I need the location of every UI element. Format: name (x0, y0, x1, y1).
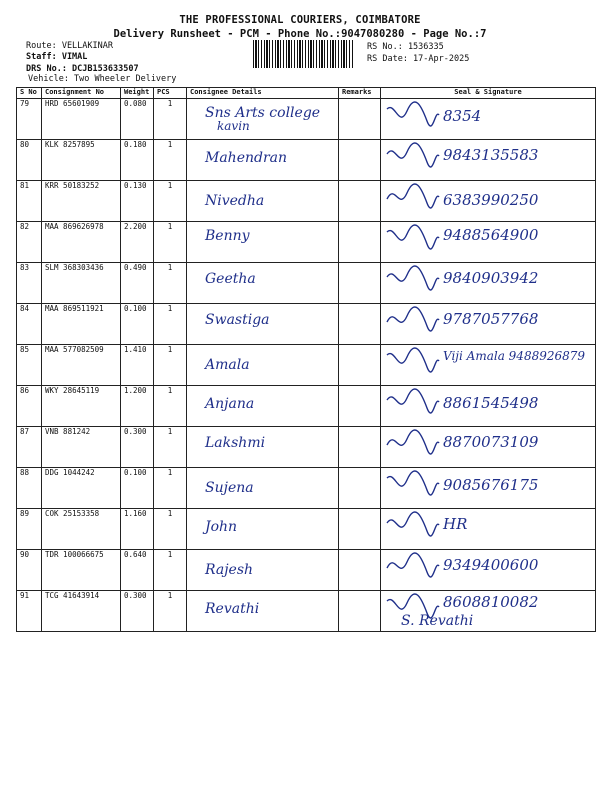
serial-number: 90 (17, 550, 42, 591)
serial-number: 84 (17, 304, 42, 345)
runsheet-subtitle: Delivery Runsheet - PCM - Phone No.:9047080280 - Page No.:7 (113, 28, 487, 40)
table-row (17, 386, 596, 427)
weight-value: 0.130 (121, 181, 154, 222)
col-header-consignee: Consignee Details (187, 88, 339, 99)
table-row (17, 263, 596, 304)
signature-scribble (381, 99, 441, 137)
signature-cell (381, 140, 596, 181)
table-row (17, 222, 596, 263)
consignee-details (187, 468, 339, 509)
rs-date: RS Date: 17-Apr-2025 (367, 54, 470, 64)
col-header-remarks: Remarks (339, 88, 381, 99)
table-row (17, 550, 596, 591)
weight-value: 0.100 (121, 468, 154, 509)
weight-value: 1.410 (121, 345, 154, 386)
consignee-details (187, 99, 339, 140)
table-row (17, 591, 596, 632)
consignment-number: KLK 8257895 (42, 140, 121, 181)
consignee-name: Amala (205, 357, 250, 373)
signature-cell (381, 304, 596, 345)
signature-phone: 8861545498 (443, 394, 539, 412)
consignee-name: John (205, 519, 238, 535)
col-header-consignment: Consignment No (42, 88, 121, 99)
consignee-name: Sns Arts college (205, 105, 321, 121)
serial-number: 79 (17, 99, 42, 140)
table-row (17, 181, 596, 222)
consignment-number: WKY 28645119 (42, 386, 121, 427)
weight-value: 0.080 (121, 99, 154, 140)
consignee-details (187, 427, 339, 468)
weight-value: 0.300 (121, 591, 154, 632)
signature-phone: 8870073109 (443, 433, 539, 451)
serial-number: 88 (17, 468, 42, 509)
col-header-pcs: PCS (154, 88, 187, 99)
consignee-details (187, 222, 339, 263)
consignee-details (187, 591, 339, 632)
rs-number: RS No.: 1536335 (367, 42, 444, 52)
consignment-number: VNB 881242 (42, 427, 121, 468)
consignee-name: Rajesh (205, 562, 254, 578)
consignment-number: KRR 50183252 (42, 181, 121, 222)
signature-scribble (381, 222, 441, 260)
signature-cell (381, 99, 596, 140)
signature-phone: 9349400600 (443, 556, 539, 574)
table-header-row (17, 88, 596, 99)
serial-number: 87 (17, 427, 42, 468)
pieces-value: 1 (154, 427, 187, 468)
consignment-number: HRD 65601909 (42, 99, 121, 140)
signature-scribble (381, 140, 441, 178)
remarks-cell (339, 591, 381, 632)
consignee-name: Nivedha (205, 193, 265, 209)
signature-scribble (381, 181, 441, 219)
serial-number: 83 (17, 263, 42, 304)
signature-scribble (381, 468, 441, 506)
consignment-number: TCG 41643914 (42, 591, 121, 632)
table-row (17, 304, 596, 345)
signature-phone: 9843135583 (443, 146, 539, 164)
col-header-sno: S No (17, 88, 42, 99)
pieces-value: 1 (154, 550, 187, 591)
serial-number: 85 (17, 345, 42, 386)
weight-value: 0.490 (121, 263, 154, 304)
weight-value: 0.640 (121, 550, 154, 591)
table-row (17, 427, 596, 468)
signature-phone: 9840903942 (443, 269, 539, 287)
serial-number: 89 (17, 509, 42, 550)
signature-phone: 9085676175 (443, 476, 539, 494)
pieces-value: 1 (154, 509, 187, 550)
consignee-details (187, 263, 339, 304)
signature-cell (381, 427, 596, 468)
signature-scribble (381, 304, 441, 342)
signature-cell (381, 181, 596, 222)
consignee-name: Benny (205, 228, 250, 244)
consignment-number: DDG 1044242 (42, 468, 121, 509)
signature-phone: Viji Amala 9488926879 (443, 349, 586, 363)
drs-number: DRS No.: DCJB153633507 (26, 64, 139, 74)
signature-name: S. Revathi (401, 613, 474, 629)
signature-cell (381, 263, 596, 304)
signature-scribble (381, 263, 441, 301)
signature-scribble (381, 386, 441, 424)
pieces-value: 1 (154, 386, 187, 427)
weight-value: 1.200 (121, 386, 154, 427)
runsheet-table (16, 87, 596, 632)
signature-cell (381, 222, 596, 263)
route-label: Route: VELLAKINAR (26, 41, 113, 51)
consignee-details (187, 140, 339, 181)
pieces-value: 1 (154, 222, 187, 263)
pieces-value: 1 (154, 181, 187, 222)
signature-cell (381, 509, 596, 550)
remarks-cell (339, 140, 381, 181)
staff-label: Staff: VIMAL (26, 52, 88, 62)
pieces-value: 1 (154, 263, 187, 304)
pieces-value: 1 (154, 304, 187, 345)
consignee-details (187, 509, 339, 550)
vehicle-label: Vehicle: Two Wheeler Delivery (28, 74, 177, 84)
consignee-name: Mahendran (205, 150, 288, 166)
consignment-number: MAA 869626978 (42, 222, 121, 263)
table-row (17, 140, 596, 181)
table-row (17, 345, 596, 386)
pieces-value: 1 (154, 468, 187, 509)
serial-number: 86 (17, 386, 42, 427)
serial-number: 80 (17, 140, 42, 181)
consignee-name: Lakshmi (205, 435, 266, 451)
signature-scribble (381, 550, 441, 588)
table-row (17, 99, 596, 140)
consignee-name: Swastiga (205, 312, 270, 328)
signature-phone: 8608810082 (443, 593, 539, 611)
consignee-details (187, 304, 339, 345)
pieces-value: 1 (154, 591, 187, 632)
remarks-cell (339, 468, 381, 509)
consignee-name: Geetha (205, 271, 256, 287)
signature-scribble (381, 509, 441, 547)
pieces-value: 1 (154, 345, 187, 386)
signature-cell (381, 345, 596, 386)
serial-number: 91 (17, 591, 42, 632)
remarks-cell (339, 386, 381, 427)
remarks-cell (339, 263, 381, 304)
barcode-image (253, 40, 353, 68)
signature-phone: 9787057768 (443, 310, 539, 328)
weight-value: 2.200 (121, 222, 154, 263)
signature-cell (381, 468, 596, 509)
weight-value: 0.300 (121, 427, 154, 468)
consignee-details (187, 386, 339, 427)
company-title: THE PROFESSIONAL COURIERS, COIMBATORE (179, 14, 421, 26)
weight-value: 0.100 (121, 304, 154, 345)
col-header-signature: Seal & Signature (381, 88, 596, 99)
remarks-cell (339, 345, 381, 386)
weight-value: 0.180 (121, 140, 154, 181)
signature-phone: 8354 (443, 107, 482, 125)
consignee-details (187, 550, 339, 591)
remarks-cell (339, 427, 381, 468)
consignee-name-secondary: kavin (217, 119, 250, 133)
table-row (17, 468, 596, 509)
remarks-cell (339, 509, 381, 550)
consignee-name: Revathi (205, 601, 260, 617)
consignment-number: SLM 368303436 (42, 263, 121, 304)
remarks-cell (339, 222, 381, 263)
consignment-number: MAA 869511921 (42, 304, 121, 345)
remarks-cell (339, 550, 381, 591)
pieces-value: 1 (154, 99, 187, 140)
col-header-weight: Weight (121, 88, 154, 99)
serial-number: 81 (17, 181, 42, 222)
signature-phone: 6383990250 (443, 191, 539, 209)
consignment-number: COK 25153358 (42, 509, 121, 550)
remarks-cell (339, 304, 381, 345)
signature-cell (381, 550, 596, 591)
consignment-number: MAA 577082509 (42, 345, 121, 386)
pieces-value: 1 (154, 140, 187, 181)
table-row (17, 509, 596, 550)
serial-number: 82 (17, 222, 42, 263)
consignee-name: Anjana (205, 396, 255, 412)
consignment-number: TDR 100066675 (42, 550, 121, 591)
remarks-cell (339, 99, 381, 140)
signature-phone: 9488564900 (443, 226, 539, 244)
signature-cell (381, 591, 596, 632)
remarks-cell (339, 181, 381, 222)
signature-scribble (381, 427, 441, 465)
consignee-details (187, 181, 339, 222)
consignee-name: Sujena (205, 480, 254, 496)
signature-scribble (381, 345, 441, 383)
weight-value: 1.160 (121, 509, 154, 550)
signature-cell (381, 386, 596, 427)
consignee-details (187, 345, 339, 386)
signature-phone: HR (443, 515, 468, 533)
